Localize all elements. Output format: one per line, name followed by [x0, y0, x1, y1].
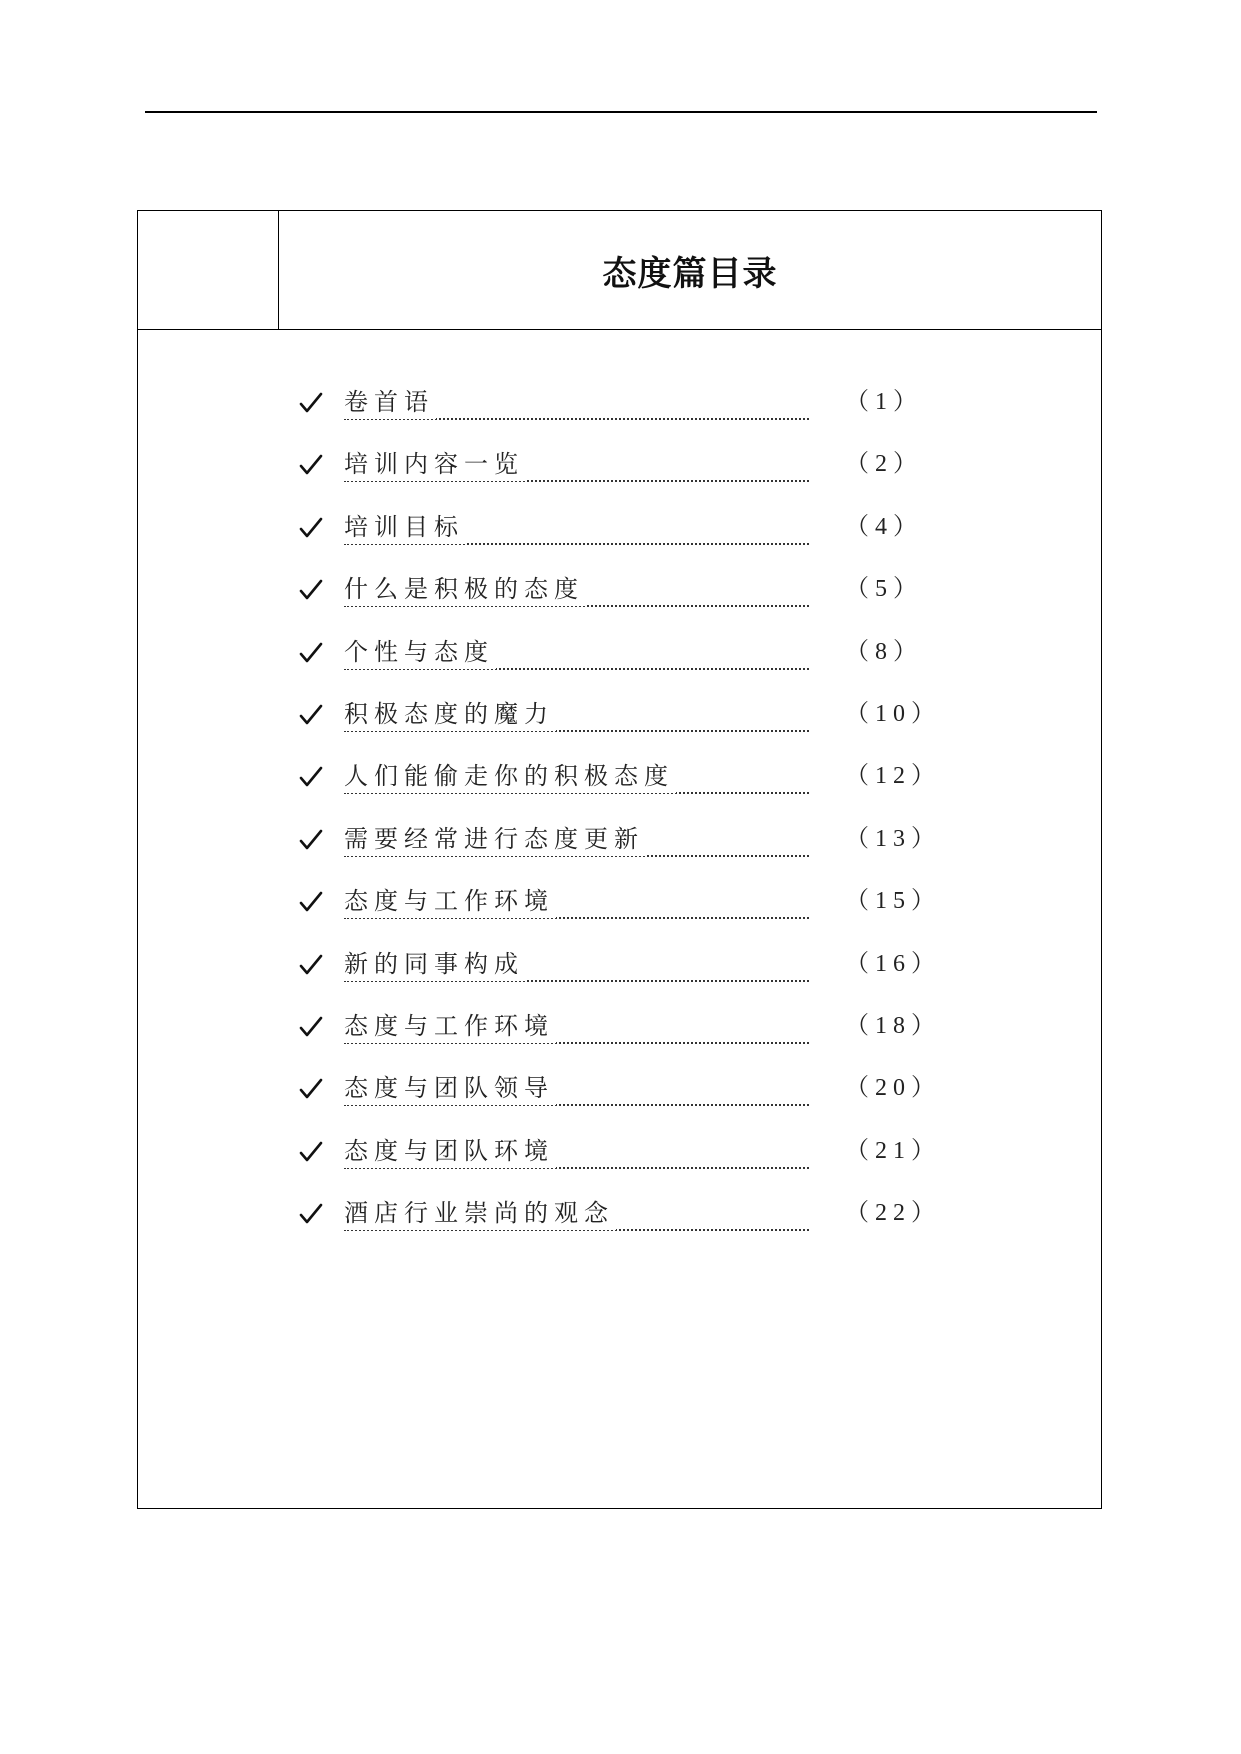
checkmark-icon [299, 828, 323, 852]
checkmark-icon [299, 1015, 323, 1039]
toc-entry-page: （2） [845, 451, 923, 478]
toc-entry-label: 态度与工作环境 [344, 1009, 556, 1043]
toc-entry[interactable] [299, 1199, 941, 1264]
checkmark-icon [299, 1077, 323, 1101]
checkmark-icon [299, 516, 323, 540]
toc-entry-page: （4） [845, 513, 923, 540]
toc-entry-label: 什么是积极的态度 [344, 572, 586, 606]
toc-entry-label: 人们能偷走你的积极态度 [344, 759, 676, 793]
toc-entry-label: 新的同事构成 [344, 947, 526, 981]
toc-entry[interactable] [299, 637, 923, 703]
toc-entry-label: 培训内容一览 [344, 447, 526, 481]
checkmark-icon [299, 391, 323, 415]
toc-entry-label: 态度与工作环境 [344, 884, 556, 918]
toc-entry-label: 需要经常进行态度更新 [344, 822, 646, 856]
toc-entry[interactable] [299, 512, 923, 578]
toc-entry[interactable] [299, 824, 941, 890]
checkmark-icon [299, 1202, 323, 1226]
toc-entry-page: （1） [845, 389, 923, 415]
toc-entry-page: （8） [845, 638, 923, 665]
checkmark-icon [299, 453, 323, 477]
toc-entry-page: （20） [845, 1075, 941, 1102]
toc-entry-page: （15） [845, 888, 941, 915]
toc-entry-page: （10） [845, 700, 941, 727]
toc-entry[interactable] [299, 388, 923, 453]
checkmark-icon [299, 703, 323, 727]
toc-entry-label: 培训目标 [344, 510, 466, 544]
toc-entry-label: 态度与团队环境 [344, 1134, 556, 1168]
toc-entry[interactable] [299, 699, 941, 765]
checkmark-icon [299, 953, 323, 977]
toc-entry-page: （13） [845, 825, 941, 852]
toc-entry[interactable] [299, 949, 941, 1015]
toc-entry-page: （5） [845, 576, 923, 603]
title-row [138, 211, 1101, 330]
toc-entry[interactable] [299, 575, 923, 640]
checkmark-icon [299, 1140, 323, 1164]
title-cell [279, 211, 1101, 329]
toc-entry[interactable] [299, 1074, 941, 1139]
toc-entry-label: 积极态度的魔力 [344, 697, 556, 731]
toc-entry-label: 个性与态度 [344, 635, 496, 669]
checkmark-icon [299, 890, 323, 914]
toc-entry-label: 卷首语 [344, 385, 436, 419]
checkmark-icon [299, 641, 323, 665]
toc-entry[interactable] [299, 887, 941, 952]
toc-entry[interactable] [299, 1011, 941, 1077]
toc-entry[interactable] [299, 450, 923, 515]
toc-box [137, 210, 1102, 1509]
toc-entry[interactable] [299, 762, 941, 827]
toc-entry-page: （16） [845, 950, 941, 977]
header-rule [145, 111, 1097, 113]
toc-entry-label: 态度与团队领导 [344, 1071, 556, 1105]
toc-entry-page: （21） [845, 1137, 941, 1164]
checkmark-icon [299, 765, 323, 789]
toc-list [299, 388, 941, 1264]
toc-entry-page: （18） [845, 1012, 941, 1039]
toc-entry-label: 酒店行业崇尚的观念 [344, 1196, 616, 1230]
page-title: 态度篇目录 [602, 253, 778, 294]
toc-entry[interactable] [299, 1136, 941, 1202]
title-left-cell [138, 211, 279, 329]
toc-entry-page: （12） [845, 763, 941, 790]
toc-entry-page: （22） [845, 1200, 941, 1227]
checkmark-icon [299, 578, 323, 602]
